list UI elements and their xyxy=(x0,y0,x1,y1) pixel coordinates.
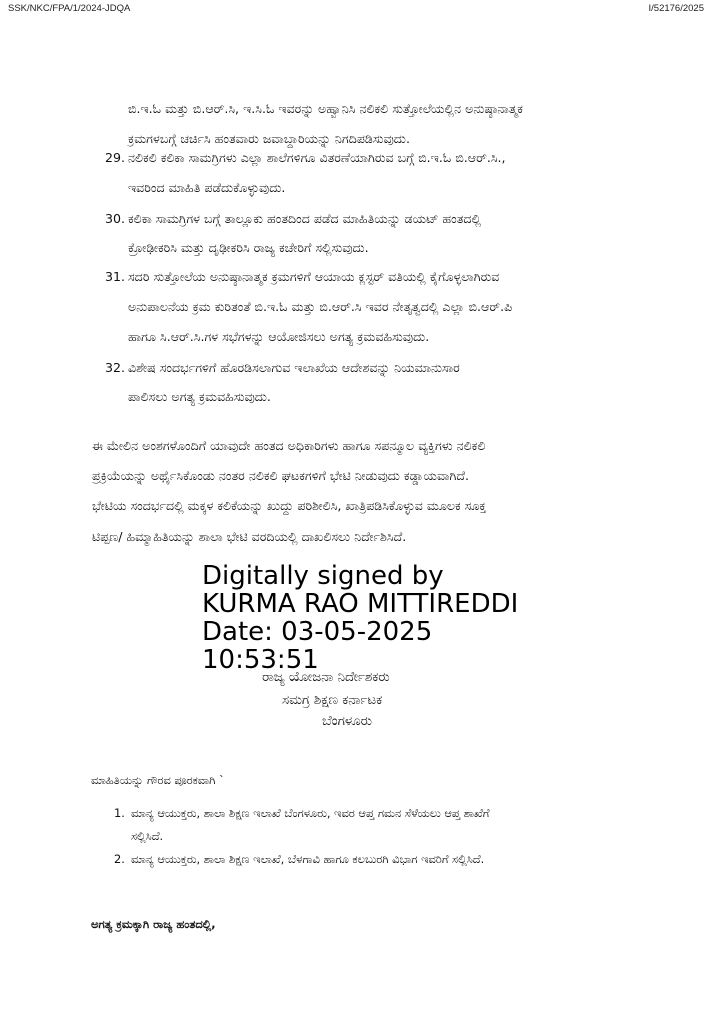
copy-line: ಸಲ್ಲಿಸಿದೆ. xyxy=(131,829,164,843)
closing-line: ಅಗತ್ಯ ಕ್ರಮಕ್ಕಾಗಿ ರಾಜ್ಯ ಹಂತದಲ್ಲಿ, xyxy=(91,917,216,931)
list-item-line: ವಿಶೇಷ ಸಂದರ್ಭಗಳಿಗೆ ಹೊರಡಿಸಲಾಗುವ ಇಲಾಖೆಯ ಆದೇಶವನ್ನು ನಿಯಮಾನುಸಾರ xyxy=(128,360,460,375)
inward-number: I/52176/2025 xyxy=(648,3,704,14)
item-number: 29. xyxy=(105,150,126,165)
list-item-line: ಪಾಲಿಸಲು ಅಗತ್ಯ ಕ್ರಮವಹಿಸುವುದು. xyxy=(128,389,271,404)
signature-date: Date: 03-05-2025 xyxy=(202,617,433,647)
paragraph-line: ಈ ಮೇಲಿನ ಅಂಶಗಳೊಂದಿಗೆ ಯಾವುದೇ ಹಂತದ ಅಧಿಕಾರಿಗಳು ಹಾಗೂ ಸಪನ್ಮೂಲ ವ್ಯಕ್ತಿಗಳು ನಲಿಕಲಿ xyxy=(92,438,486,453)
list-item-line: ಸದರಿ ಸುತ್ತೋಲೆಯ ಅನುಷ್ಠಾನಾತ್ಮಕ ಕ್ರಮಗಳಿಗೆ ಆಯಾಯ ಕ್ಲಸ್ಟರ್ ವತಿಯಲ್ಲಿ ಕೈಗೊಳ್ಳಲಾಗಿರುವ xyxy=(128,269,500,284)
copy-number: 2. xyxy=(114,852,125,866)
designation: ರಾಜ್ಯ ಯೋಜನಾ ನಿರ್ದೇಶಕರು xyxy=(262,670,390,685)
list-item-line: ಇವರಿಂದ ಮಾಹಿತಿ ಪಡೆದುಕೊಳ್ಳುವುದು. xyxy=(128,180,286,195)
digital-signature xyxy=(202,562,518,674)
signature-line: Digitally signed by xyxy=(202,561,444,591)
continued-line-1: ಬಿ.ಇ.ಓ ಮತ್ತು ಬಿ.ಆರ್.ಸಿ, ಇ.ಸಿ.ಓ ಇವರನ್ನು ಅಹ್ವಾನಿಸಿ ನಲಿಕಲಿ ಸುತ್ತೋಲೆಯಲ್ಲಿನ ಅನುಷ್ಠಾನಾತ್ಮಕ xyxy=(128,101,523,116)
list-item-line: ಅನುಪಾಲನೆಯ ಕ್ರಮ ಕುರಿತಂತೆ ಬಿ.ಇ.ಓ ಮತ್ತು ಬಿ.ಆರ್.ಸಿ ಇವರ ನೇತೃತ್ವದಲ್ಲಿ ಎಲ್ಲಾ ಬಿ.ಆರ್.ಪಿ xyxy=(128,299,513,314)
list-item-line: ಕ್ರೋಢೀಕರಿಸಿ ಮತ್ತು ದೃಢೀಕರಿಸಿ ರಾಜ್ಯ ಕಚೇರಿಗೆ ಸಲ್ಲಿಸುವುದು. xyxy=(128,240,369,255)
reference-number: SSK/NKC/FPA/1/2024-JDQA xyxy=(8,3,131,14)
copy-line: ಮಾನ್ಯ ಆಯುಕ್ತರು, ಶಾಲಾ ಶಿಕ್ಷಣ ಇಲಾಖೆ ಬೆಂಗಳೂರು, ಇವರ ಆಪ್ತ ಗಮನ ಸೆಳೆಯಲು ಆಪ್ತ ಶಾಖೆಗೆ xyxy=(131,806,490,820)
continued-line-2: ಕ್ರಮಗಳಬಗ್ಗೆ ಚರ್ಚಿಸಿ ಹಂತವಾರು ಜವಾಬ್ದಾರಿಯನ್ನು ನಿಗದಿಪಡಿಸುವುದು. xyxy=(128,131,410,146)
organization: ಸಮಗ್ರ ಶಿಕ್ಷಣ ಕರ್ನಾಟಕ xyxy=(282,693,383,708)
copy-number: 1. xyxy=(114,806,125,820)
paragraph-line: ಪ್ರಕ್ರಿಯೆಯನ್ನು ಅರ್ಥೈಸಿಕೊಂಡು ನಂತರ ನಲಿಕಲಿ ಘಟಕಗಳಿಗೆ ಭೇಟಿ ನೀಡುವುದು ಕಡ್ಡಾಯವಾಗಿದೆ. xyxy=(92,468,470,483)
paragraph-line: ಭೇಟಿಯ ಸಂದರ್ಭದಲ್ಲಿ ಮಕ್ಕಳ ಕಲಿಕೆಯನ್ನು ಖುದ್ದು ಪರಿಶೀಲಿಸಿ, ಖಾತ್ರಿಪಡಿಸಿಕೊಳ್ಳುವ ಮೂಲಕ ಸೂಕ್ತ xyxy=(92,498,487,513)
copy-line: ಮಾನ್ಯ ಆಯುಕ್ತರು, ಶಾಲಾ ಶಿಕ್ಷಣ ಇಲಾಖೆ, ಬೆಳಗಾವಿ ಹಾಗೂ ಕಲಬುರಗಿ ವಿಭಾಗ ಇವರಿಗೆ ಸಲ್ಲಿಸಿದೆ. xyxy=(131,852,485,866)
copy-heading: ಮಾಹಿತಿಯನ್ನು ಗೌರವ ಪೂರಕವಾಗಿ ` xyxy=(91,773,225,787)
paragraph-line: ಟಿಪ್ಪಣ/ ಹಿಮ್ಮಾಹಿತಿಯನ್ನು ಶಾಲಾ ಭೇಟಿ ವರದಿಯಲ್ಲಿ ದಾಖಲಿಸಲು ನಿರ್ದೇಶಿಸಿದೆ. xyxy=(92,529,407,544)
list-item-line: ನಲಿಕಲಿ ಕಲಿಕಾ ಸಾಮಗ್ರಿಗಳು ಎಲ್ಲಾ ಶಾಲೆಗಳಿಗೂ ವಿತರಣೆಯಾಗಿರುವ ಬಗ್ಗೆ ಬಿ.ಇ.ಓ ಬಿ.ಆರ್.ಸಿ., xyxy=(128,150,506,165)
office-city: ಬೆಂಗಳೂರು xyxy=(322,714,373,729)
signature-time: 10:53:51 xyxy=(202,645,319,675)
item-number: 32. xyxy=(105,360,126,375)
list-item-line: ಕಲಿಕಾ ಸಾಮಗ್ರಿಗಳ ಬಗ್ಗೆ ತಾಲ್ಲೂಕು ಹಂತದಿಂದ ಪಡೆದ ಮಾಹಿತಿಯನ್ನು ಡಯಟ್ ಹಂತದಲ್ಲಿ xyxy=(128,211,482,226)
list-item-line: ಹಾಗೂ ಸಿ.ಆರ್.ಸಿ.ಗಳ ಸಭೆಗಳನ್ನು ಆಯೋಜಿಸಲು ಅಗತ್ಯ ಕ್ರಮವಹಿಸುವುದು. xyxy=(128,329,430,344)
item-number: 30. xyxy=(105,211,126,226)
item-number: 31. xyxy=(105,269,126,284)
signer-name: KURMA RAO MITTIREDDI xyxy=(202,589,519,619)
